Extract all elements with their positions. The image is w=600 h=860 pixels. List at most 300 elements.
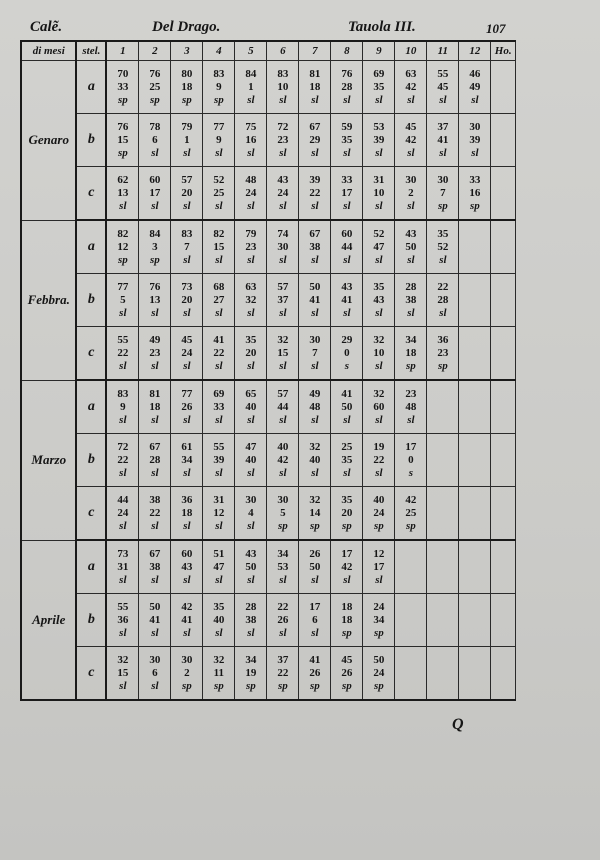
table-cell — [171, 220, 203, 274]
hours-cell — [491, 647, 516, 701]
cell-altitude: 48 — [245, 173, 257, 186]
cell-degree: 40 — [309, 453, 321, 466]
table-cell — [363, 167, 395, 221]
cell-degree: 35 — [341, 133, 353, 146]
cell-degree: 22 — [117, 453, 129, 466]
cell-altitude: 83 — [181, 227, 193, 240]
cell-degree: 42 — [277, 453, 289, 466]
table-cell — [331, 61, 363, 114]
cell-direction: sl — [215, 359, 223, 372]
header-hour-11: 11 — [427, 41, 459, 61]
table-row — [21, 487, 516, 541]
cell-direction: s — [408, 466, 413, 479]
table-cell — [299, 220, 331, 274]
cell-altitude: 67 — [149, 547, 161, 560]
cell-degree: 27 — [213, 293, 225, 306]
cell-altitude: 52 — [213, 173, 225, 186]
table-cell — [267, 61, 299, 114]
star-letter: a — [76, 540, 106, 594]
cell-degree: 9 — [216, 80, 222, 93]
cell-altitude: 17 — [341, 547, 353, 560]
cell-direction: sl — [119, 573, 127, 586]
table-cell — [331, 594, 363, 647]
cell-degree: 50 — [405, 240, 417, 253]
table-cell — [299, 594, 331, 647]
cell-altitude: 63 — [245, 280, 257, 293]
table-row — [21, 327, 516, 381]
star-letter: a — [76, 380, 106, 434]
cell-direction: sl — [247, 199, 255, 212]
cell-degree: 45 — [437, 80, 449, 93]
cell-direction: sl — [375, 199, 383, 212]
cell-degree: 52 — [437, 240, 449, 253]
table-cell — [459, 594, 491, 647]
table-cell — [459, 487, 491, 541]
cell-degree: 10 — [277, 80, 289, 93]
cell-direction: sl — [247, 413, 255, 426]
table-cell — [395, 594, 427, 647]
cell-degree: 18 — [405, 346, 417, 359]
cell-direction: sl — [279, 199, 287, 212]
cell-degree: 17 — [373, 560, 385, 573]
table-row — [21, 380, 516, 434]
cell-degree: 34 — [373, 613, 385, 626]
cell-degree: 18 — [181, 506, 193, 519]
cell-direction: sl — [215, 466, 223, 479]
cell-degree: 40 — [245, 453, 257, 466]
cell-altitude: 80 — [181, 67, 193, 80]
cell-degree: 5 — [280, 506, 286, 519]
cell-direction: sl — [471, 93, 479, 106]
table-cell — [139, 540, 171, 594]
cell-altitude: 30 — [405, 173, 417, 186]
cell-altitude: 26 — [309, 547, 321, 560]
cell-altitude: 84 — [149, 227, 161, 240]
cell-degree: 16 — [469, 186, 481, 199]
month-label: Febbra. — [21, 220, 76, 380]
table-cell — [363, 540, 395, 594]
cell-direction: sl — [279, 93, 287, 106]
cell-degree: 0 — [344, 346, 350, 359]
cell-altitude: 67 — [309, 227, 321, 240]
cell-degree: 42 — [405, 133, 417, 146]
cell-direction: sl — [183, 466, 191, 479]
header-hour-8: 8 — [331, 41, 363, 61]
cell-degree: 30 — [277, 240, 289, 253]
cell-degree: 23 — [149, 346, 161, 359]
cell-altitude: 23 — [405, 387, 417, 400]
table-cell — [363, 274, 395, 327]
cell-altitude: 45 — [341, 653, 353, 666]
cell-altitude: 34 — [405, 333, 417, 346]
table-cell — [267, 167, 299, 221]
cell-altitude: 46 — [469, 67, 481, 80]
table-cell — [235, 434, 267, 487]
table-cell — [427, 487, 459, 541]
cell-direction: sp — [117, 146, 128, 159]
cell-direction: sl — [247, 573, 255, 586]
table-cell — [331, 274, 363, 327]
cell-degree: 28 — [341, 80, 353, 93]
header-star: stel. — [76, 41, 106, 61]
cell-altitude: 40 — [373, 493, 385, 506]
cell-direction: sp — [213, 679, 224, 692]
table-cell — [171, 380, 203, 434]
cell-degree: 26 — [277, 613, 289, 626]
cell-degree: 41 — [181, 613, 193, 626]
table-cell — [267, 434, 299, 487]
cell-altitude: 49 — [149, 333, 161, 346]
cell-altitude: 43 — [277, 173, 289, 186]
cell-degree: 0 — [408, 453, 414, 466]
star-letter: c — [76, 327, 106, 381]
table-cell — [203, 434, 235, 487]
table-cell — [171, 594, 203, 647]
table-cell — [299, 487, 331, 541]
header-hour-7: 7 — [299, 41, 331, 61]
cell-direction: sp — [373, 679, 384, 692]
cell-degree: 7 — [440, 186, 446, 199]
cell-direction: sl — [183, 573, 191, 586]
table-cell — [427, 540, 459, 594]
cell-altitude: 32 — [277, 333, 289, 346]
table-cell — [299, 647, 331, 701]
table-cell — [299, 274, 331, 327]
cell-direction: sl — [407, 93, 415, 106]
cell-direction: sp — [373, 519, 384, 532]
table-cell — [139, 61, 171, 114]
cell-direction: sl — [119, 413, 127, 426]
table-cell — [427, 114, 459, 167]
cell-direction: sl — [151, 199, 159, 212]
cell-altitude: 83 — [213, 67, 225, 80]
table-cell — [331, 380, 363, 434]
cell-degree: 53 — [277, 560, 289, 573]
table-cell — [427, 167, 459, 221]
table-cell — [139, 380, 171, 434]
table-cell — [395, 167, 427, 221]
table-cell — [427, 274, 459, 327]
cell-degree: 12 — [117, 240, 129, 253]
table-cell — [267, 594, 299, 647]
cell-direction: sl — [119, 306, 127, 319]
table-cell — [106, 61, 139, 114]
cell-altitude: 28 — [245, 600, 257, 613]
table-cell — [203, 594, 235, 647]
cell-degree: 50 — [309, 560, 321, 573]
cell-degree: 44 — [277, 400, 289, 413]
cell-degree: 40 — [213, 613, 225, 626]
cell-direction: sl — [279, 306, 287, 319]
cell-altitude: 78 — [149, 120, 161, 133]
table-cell — [203, 327, 235, 381]
cell-direction: sl — [375, 146, 383, 159]
table-cell — [203, 114, 235, 167]
cell-altitude: 81 — [309, 67, 321, 80]
table-cell — [427, 220, 459, 274]
table-cell — [106, 594, 139, 647]
cell-degree: 39 — [213, 453, 225, 466]
cell-altitude: 35 — [213, 600, 225, 613]
header-hour-2: 2 — [139, 41, 171, 61]
cell-altitude: 30 — [245, 493, 257, 506]
cell-altitude: 50 — [373, 653, 385, 666]
table-cell — [106, 487, 139, 541]
cell-direction: sl — [183, 199, 191, 212]
header-row — [21, 41, 516, 61]
cell-altitude: 81 — [149, 387, 161, 400]
cell-direction: sl — [119, 199, 127, 212]
cell-altitude: 73 — [117, 547, 129, 560]
table-cell — [267, 114, 299, 167]
table-cell — [427, 61, 459, 114]
table-cell — [395, 327, 427, 381]
cell-altitude: 32 — [373, 387, 385, 400]
cell-direction: sl — [215, 626, 223, 639]
table-cell — [299, 114, 331, 167]
cell-altitude: 41 — [341, 387, 353, 400]
cell-degree: 15 — [117, 133, 129, 146]
table-cell — [139, 647, 171, 701]
table-row — [21, 594, 516, 647]
cell-direction: sl — [311, 626, 319, 639]
cell-direction: sl — [407, 413, 415, 426]
month-label: Marzo — [21, 380, 76, 540]
table-cell — [363, 434, 395, 487]
cell-degree: 41 — [309, 293, 321, 306]
cell-altitude: 25 — [341, 440, 353, 453]
table-cell — [363, 594, 395, 647]
cell-degree: 22 — [309, 186, 321, 199]
table-cell — [267, 487, 299, 541]
table-cell — [395, 434, 427, 487]
table-cell — [171, 167, 203, 221]
cell-direction: sl — [343, 306, 351, 319]
hours-cell — [491, 61, 516, 114]
running-head-left: Calẽ. — [30, 19, 63, 35]
table-cell — [395, 61, 427, 114]
cell-degree: 33 — [117, 80, 129, 93]
cell-direction: sp — [181, 93, 192, 106]
header-hour-3: 3 — [171, 41, 203, 61]
cell-degree: 44 — [341, 240, 353, 253]
cell-degree: 36 — [117, 613, 129, 626]
cell-altitude: 60 — [149, 173, 161, 186]
table-cell — [363, 220, 395, 274]
cell-altitude: 76 — [117, 120, 129, 133]
cell-altitude: 52 — [373, 227, 385, 240]
table-cell — [427, 327, 459, 381]
cell-altitude: 69 — [213, 387, 225, 400]
cell-altitude: 18 — [341, 600, 353, 613]
cell-degree: 18 — [149, 400, 161, 413]
cell-altitude: 83 — [277, 67, 289, 80]
cell-altitude: 40 — [277, 440, 289, 453]
table-cell — [235, 380, 267, 434]
table-cell — [331, 114, 363, 167]
cell-direction: sp — [277, 519, 288, 532]
header-hour-10: 10 — [395, 41, 427, 61]
table-cell — [139, 114, 171, 167]
hours-cell — [491, 327, 516, 381]
cell-degree: 17 — [149, 186, 161, 199]
cell-direction: sl — [311, 413, 319, 426]
cell-direction: sl — [311, 199, 319, 212]
cell-direction: sl — [439, 146, 447, 159]
cell-altitude: 57 — [181, 173, 193, 186]
cell-altitude: 72 — [117, 440, 129, 453]
table-cell — [427, 594, 459, 647]
cell-altitude: 31 — [213, 493, 225, 506]
table-cell — [459, 434, 491, 487]
cell-direction: sl — [151, 679, 159, 692]
cell-altitude: 41 — [213, 333, 225, 346]
cell-degree: 19 — [245, 666, 257, 679]
table-cell — [106, 220, 139, 274]
cell-degree: 25 — [149, 80, 161, 93]
cell-altitude: 22 — [277, 600, 289, 613]
table-cell — [106, 274, 139, 327]
cell-degree: 10 — [373, 346, 385, 359]
cell-degree: 9 — [216, 133, 222, 146]
table-cell — [235, 540, 267, 594]
cell-degree: 20 — [245, 346, 257, 359]
cell-direction: sl — [215, 146, 223, 159]
star-letter: c — [76, 487, 106, 541]
table-cell — [235, 594, 267, 647]
cell-direction: sp — [149, 253, 160, 266]
table-cell — [459, 167, 491, 221]
table-cell — [363, 327, 395, 381]
cell-degree: 49 — [469, 80, 481, 93]
cell-direction: sl — [375, 306, 383, 319]
header-hour-12: 12 — [459, 41, 491, 61]
table-cell — [139, 274, 171, 327]
table-cell — [203, 380, 235, 434]
cell-degree: 7 — [312, 346, 318, 359]
cell-degree: 18 — [309, 80, 321, 93]
cell-direction: sl — [279, 146, 287, 159]
running-head-title: Del Drago. — [152, 19, 221, 35]
cell-degree: 6 — [152, 666, 158, 679]
table-cell — [139, 327, 171, 381]
cell-altitude: 69 — [373, 67, 385, 80]
cell-direction: sl — [247, 93, 255, 106]
hours-cell — [491, 380, 516, 434]
cell-degree: 22 — [117, 346, 129, 359]
table-cell — [267, 327, 299, 381]
cell-direction: sl — [247, 359, 255, 372]
star-letter: b — [76, 594, 106, 647]
cell-degree: 11 — [213, 666, 225, 679]
table-row — [21, 540, 516, 594]
table-cell — [299, 61, 331, 114]
cell-direction: sl — [247, 146, 255, 159]
cell-degree: 20 — [341, 506, 353, 519]
cell-degree: 6 — [152, 133, 158, 146]
cell-altitude: 17 — [405, 440, 417, 453]
cell-degree: 47 — [373, 240, 385, 253]
table-cell — [459, 380, 491, 434]
cell-altitude: 34 — [277, 547, 289, 560]
cell-degree: 16 — [245, 133, 257, 146]
table-cell — [331, 647, 363, 701]
cell-direction: sp — [341, 679, 352, 692]
cell-direction: sp — [405, 359, 416, 372]
cell-altitude: 57 — [277, 280, 289, 293]
cell-direction: sl — [311, 93, 319, 106]
cell-altitude: 42 — [181, 600, 193, 613]
hours-cell — [491, 167, 516, 221]
cell-direction: sl — [407, 253, 415, 266]
cell-altitude: 67 — [149, 440, 161, 453]
cell-degree: 43 — [373, 293, 385, 306]
table-cell — [235, 220, 267, 274]
cell-direction: sl — [119, 626, 127, 639]
cell-degree: 12 — [213, 506, 225, 519]
cell-direction: sl — [311, 573, 319, 586]
cell-direction: sl — [119, 679, 127, 692]
cell-direction: sl — [247, 466, 255, 479]
cell-degree: 24 — [373, 666, 385, 679]
cell-degree: 23 — [277, 133, 289, 146]
cell-direction: sl — [343, 573, 351, 586]
cell-altitude: 28 — [405, 280, 417, 293]
header-hour-9: 9 — [363, 41, 395, 61]
cell-altitude: 77 — [181, 387, 193, 400]
table-cell — [235, 487, 267, 541]
table-cell — [235, 61, 267, 114]
table-cell — [235, 647, 267, 701]
table-cell — [331, 434, 363, 487]
cell-altitude: 63 — [405, 67, 417, 80]
cell-altitude: 30 — [181, 653, 193, 666]
cell-altitude: 30 — [277, 493, 289, 506]
cell-direction: sp — [309, 679, 320, 692]
cell-degree: 6 — [312, 613, 318, 626]
table-cell — [331, 220, 363, 274]
cell-degree: 41 — [149, 613, 161, 626]
cell-direction: sl — [311, 306, 319, 319]
cell-degree: 22 — [213, 346, 225, 359]
cell-direction: sl — [311, 253, 319, 266]
cell-direction: sl — [343, 93, 351, 106]
ephemeris-table — [20, 40, 516, 701]
table-cell — [459, 114, 491, 167]
cell-altitude: 39 — [309, 173, 321, 186]
cell-altitude: 45 — [405, 120, 417, 133]
cell-direction: sl — [375, 359, 383, 372]
cell-degree: 20 — [181, 293, 193, 306]
table-cell — [171, 487, 203, 541]
table-row — [21, 274, 516, 327]
cell-degree: 25 — [405, 506, 417, 519]
cell-altitude: 41 — [309, 653, 321, 666]
cell-direction: sl — [439, 93, 447, 106]
table-cell — [331, 327, 363, 381]
cell-direction: sl — [215, 413, 223, 426]
cell-direction: sl — [407, 146, 415, 159]
cell-direction: sp — [469, 199, 480, 212]
cell-altitude: 49 — [309, 387, 321, 400]
cell-degree: 26 — [181, 400, 193, 413]
cell-degree: 15 — [117, 666, 129, 679]
cell-degree: 20 — [181, 186, 193, 199]
star-letter: c — [76, 167, 106, 221]
cell-direction: sl — [183, 253, 191, 266]
cell-degree: 31 — [117, 560, 129, 573]
cell-direction: sl — [247, 253, 255, 266]
